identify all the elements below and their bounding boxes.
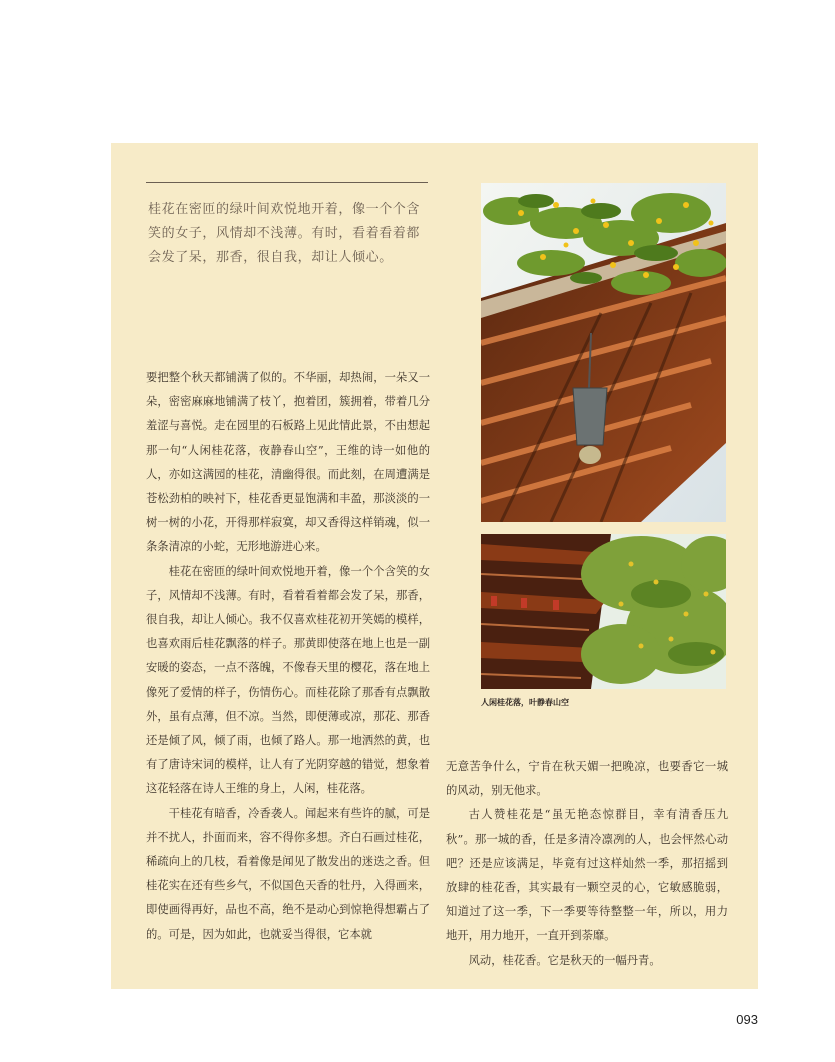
pullquote-rule [146,182,428,183]
osmanthus-pavilion-photo [481,534,726,689]
page-number: 093 [736,1012,758,1027]
paragraph: 要把整个秋天都铺满了似的。不华丽，却热闹，一朵又一朵，密密麻麻地铺满了枝丫，抱着团，簇拥着，带着几分羞涩与喜悦。走在园里的石板路上见此情此景，不由想起那一句“人闲桂花落，夜静春山空”，王维的诗一如他的人，亦如这满园的桂花，清幽得很。而此刻，在周遭满是苍松劲柏的映衬下，桂花香更显饱满和丰盈，那淡淡的一树一树的小花，开得那样寂寞，却又香得这样销魂，似一条条清凉的小蛇，无形地游进心来。 [146,371,430,554]
osmanthus-pavilion-image [481,534,726,689]
paragraph: 无意苦争什么，宁肯在秋天媚一把晚凉，也要香它一城的风动，别无他求。 [446,760,728,798]
osmanthus-eaves-image [481,183,726,522]
paragraph: 桂花在密匝的绿叶间欢悦地开着，像一个个含笑的女子，风情却不浅薄。有时，看着看着都会发了呆，那香，很自我，却让人倾心。我不仅喜欢桂花初开笑嫣的模样，也喜欢雨后桂花飘落的样子。那黄即使落在地上也是一副安暖的姿态，一点不落魄，不像春天里的樱花，落在地上像死了爱情的样子，伤情伤心。而桂花除了那香有点飘散外，虽有点薄，但不凉。当然，即便薄或凉，那花、那香还是倾了风，倾了雨，也倾了路人。那一地洒然的黄，也有了唐诗宋词的模样，让人有了光阴穿越的错觉，想象着这花轻落在诗人王维的身上，人闲，桂花落。 [146,564,430,796]
article-column-right [446,755,728,973]
pull-quote: 桂花在密匝的绿叶间欢悦地开着，像一个个含笑的女子，风情却不浅薄。有时，看着看着都会发了呆，那香，很自我，却让人倾心。 [148,202,421,265]
paragraph: 风动，桂花香。它是秋天的一幅丹青。 [468,953,661,967]
article-column-left [146,366,430,947]
paragraph: 干桂花有暗香，冷香袭人。闻起来有些许的腻，可是并不扰人，扑面而来，容不得你多想。齐白石画过桂花，稀疏向上的几枝，看着像是闻见了散发出的迷迭之香。但桂花实在还有些乡气，不似国色天香的牡丹，入得画来，即使画得再好，品也不高，绝不是动心到惊艳得想霸占了的。可是，因为如此，也就妥当得很，它本就 [146,806,430,941]
paragraph: 古人赞桂花是“虽无艳态惊群目，幸有清香压九秋”。那一城的香，任是多清冷凛冽的人，也会怦然心动吧？还是应该满足，毕竟有过这样灿然一季，那招摇到放肆的桂花香，其实最有一颗空灵的心，它敏感脆弱，知道过了这一季，下一季要等待整整一年，所以，用力地开，用力地开，一直开到荼靡。 [446,808,728,943]
osmanthus-eaves-photo [481,183,726,522]
photo-caption: 人闲桂花落，叶静春山空 [481,698,569,707]
